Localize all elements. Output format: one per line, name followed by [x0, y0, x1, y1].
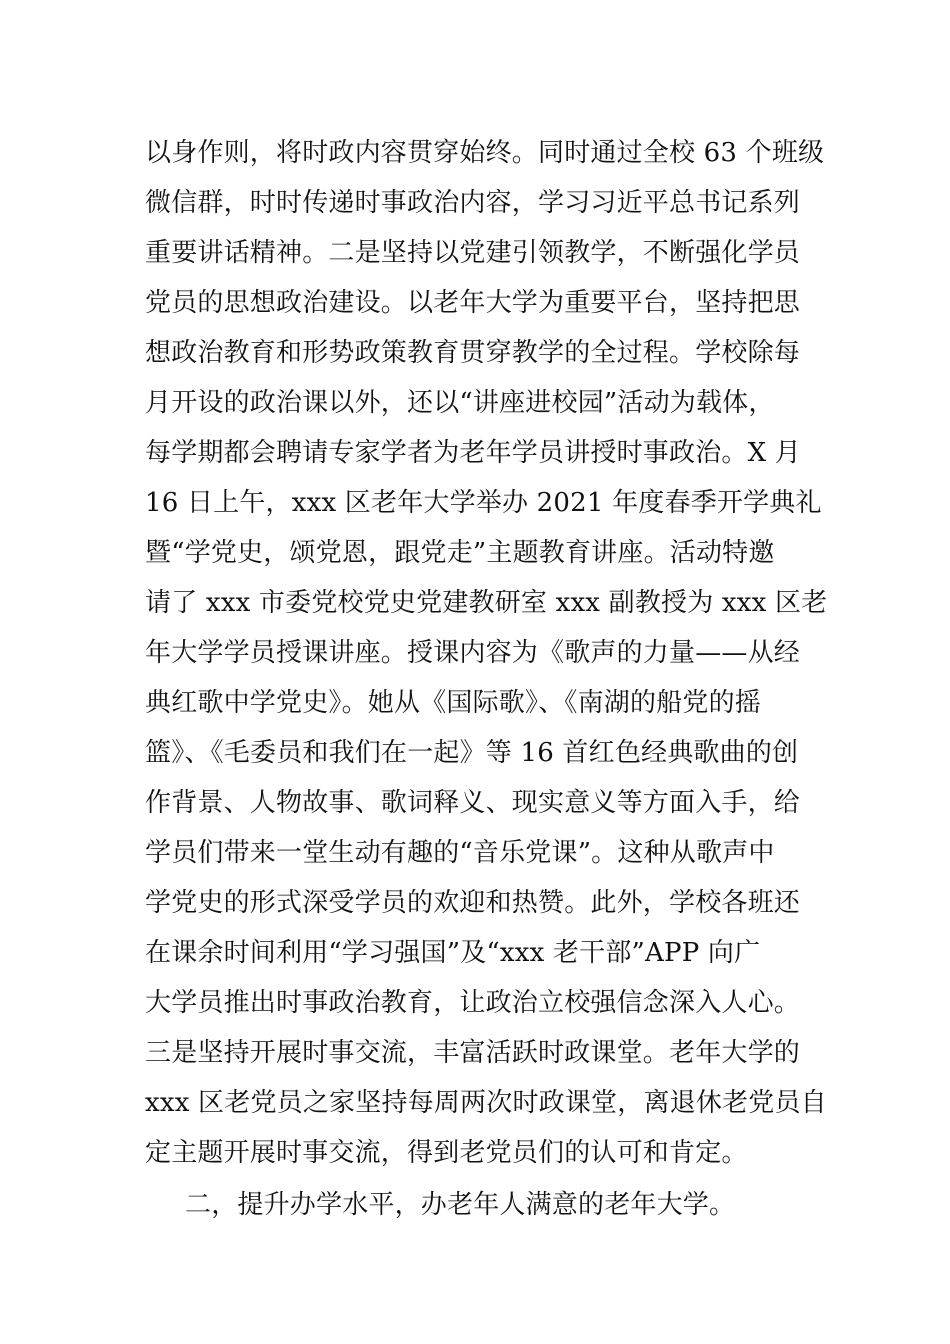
text-line: 在课余时间利用“学习强国”及“xxx 老干部”APP 向广 — [145, 938, 761, 968]
text-line: 典红歌中学党史》。她从《国际歌》、《南湖的船党的摇 — [145, 688, 762, 718]
section-heading: 二，提升办学水平，办老年人满意的老年大学。 — [185, 1190, 736, 1220]
text-line: 重要讲话精神。二是坚持以党建引领教学，不断强化学员 — [145, 238, 801, 268]
text-line: 年大学学员授课讲座。授课内容为《歌声的力量——从经 — [145, 638, 801, 668]
body-text — [145, 128, 828, 1230]
text-line: 作背景、人物故事、歌词释义、现实意义等方面入手，给 — [145, 788, 801, 818]
text-line: 暨“学党史，颂党恩，跟党走”主题教育讲座。活动特邀 — [145, 538, 775, 568]
text-line: 月开设的政治课以外，还以“讲座进校园”活动为载体， — [145, 388, 775, 418]
text-line: 学员们带来一堂生动有趣的“音乐党课”。这种从歌声中 — [145, 838, 775, 868]
text-line: 大学员推出时事政治教育，让政治立校强信念深入人心。 — [145, 988, 801, 1018]
text-line: 篮》、《毛委员和我们在一起》等 16 首红色经典歌曲的创 — [145, 738, 799, 768]
text-line: 以身作则，将时政内容贯穿始终。同时通过全校 63 个班级 — [145, 138, 825, 168]
text-line: 定主题开展时事交流，得到老党员们的认可和肯定。 — [145, 1138, 748, 1168]
text-line: xxx 区老党员之家坚持每周两次时政课堂，离退休老党员自 — [145, 1088, 827, 1118]
text-line: 16 日上午，xxx 区老年大学举办 2021 年度春季开学典礼 — [145, 488, 822, 518]
text-line: 党员的思想政治建设。以老年大学为重要平台，坚持把思 — [145, 288, 801, 318]
text-line: 学党史的形式深受学员的欢迎和热赞。此外，学校各班还 — [145, 888, 801, 918]
text-line: 想政治教育和形势政策教育贯穿教学的全过程。学校除每 — [145, 338, 801, 368]
text-line: 请了 xxx 市委党校党史党建教研室 xxx 副教授为 xxx 区老 — [145, 588, 828, 618]
text-line: 微信群，时时传递时事政治内容，学习习近平总书记系列 — [145, 188, 801, 218]
text-line: 每学期都会聘请专家学者为老年学员讲授时事政治。X 月 — [145, 438, 801, 468]
text-line: 三是坚持开展时事交流，丰富活跃时政课堂。老年大学的 — [145, 1038, 801, 1068]
